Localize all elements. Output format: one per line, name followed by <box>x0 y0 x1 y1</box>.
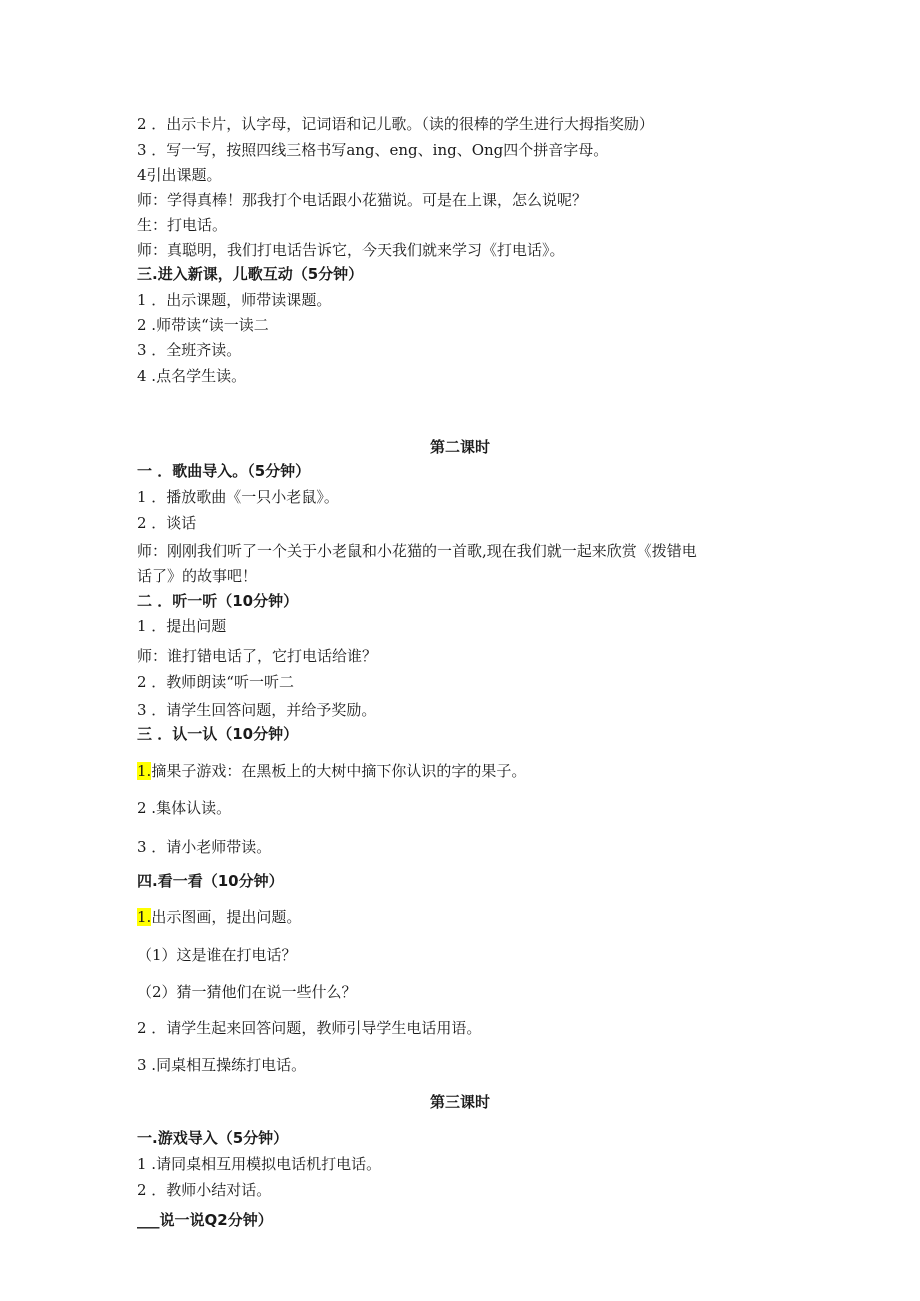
text-line: （2）猜一猜他们在说一些什么？ <box>137 983 357 1001</box>
section-heading: 三 ．认一认（10分钟） <box>137 725 299 743</box>
text-line: 生：打电话。 <box>137 216 228 234</box>
text-fragment: 摘果子游戏：在黑板上的大树中摘下你认识的字的果子。 <box>151 762 527 780</box>
section-heading: 三.进入新课，儿歌互动（5分钟） <box>137 265 364 283</box>
text-line: 2 .集体认读。 <box>137 799 232 817</box>
text-line: 师：谁打错电话了，它打电话给谁？ <box>137 647 378 665</box>
text-line: 3 ．全班齐读。 <box>137 341 242 359</box>
lesson-title: 第三课时 <box>429 1093 490 1111</box>
lesson-title: 第二课时 <box>429 438 490 456</box>
text-line: 1 ．提出问题 <box>137 617 227 635</box>
text-line: 4 .点名学生读。 <box>137 367 247 385</box>
text-line: 2 ．教师朗读“听一听二 <box>137 673 294 691</box>
section-heading: 四.看一看（10分钟） <box>137 872 284 890</box>
text-line: 2 ．教师小结对话。 <box>137 1181 272 1199</box>
text-line: 师：刚刚我们听了一个关于小老鼠和小花猫的一首歌,现在我们就一起来欣赏《拨错电 <box>137 542 697 560</box>
section-heading: 一.游戏导入（5分钟） <box>137 1129 289 1147</box>
text-line: 1 ．播放歌曲《一只小老鼠》。 <box>137 488 339 506</box>
section-heading: 二 ．听一听（10分钟） <box>137 592 299 610</box>
text-line: 1 ．出示课题，师带读课题。 <box>137 291 332 309</box>
text-line: 1 .请同桌相互用模拟电话机打电话。 <box>137 1155 382 1173</box>
section-heading: ___说一说Q2分钟） <box>137 1211 273 1229</box>
text-line: （1）这是谁在打电话？ <box>137 946 297 964</box>
highlight-marker: 1. <box>137 762 152 780</box>
text-line: 师：学得真棒！那我打个电话跟小花猫说。可是在上课，怎么说呢？ <box>137 191 588 209</box>
text-line: 3 ．写一写，按照四线三格书写ang、eng、ing、Ong四个拼音字母。 <box>137 141 609 159</box>
text-line: 师：真聪明，我们打电话告诉它，今天我们就来学习《打电话》。 <box>137 241 565 259</box>
text-line: 3 ．请小老师带读。 <box>137 838 272 856</box>
text-fragment: 出示图画，提出问题。 <box>151 908 302 926</box>
text-line: 2 .师带读“读一读二 <box>137 316 269 334</box>
text-line: 4引出课题。 <box>137 166 222 184</box>
text-line: 话了》的故事吧！ <box>137 567 258 585</box>
text-line: 3 .同桌相互操练打电话。 <box>137 1056 307 1074</box>
text-line: 2 ．谈话 <box>137 514 197 532</box>
text-line: 3 ．请学生回答问题，并给予奖励。 <box>137 701 377 719</box>
text-line <box>137 762 526 780</box>
text-line <box>137 908 301 926</box>
highlight-marker: 1. <box>137 908 152 926</box>
text-line: 2 ．请学生起来回答问题，教师引导学生电话用语。 <box>137 1019 482 1037</box>
text-line: 2 ．出示卡片，认字母，记词语和记儿歌。（读的很棒的学生进行大拇指奖励） <box>137 115 654 133</box>
section-heading: 一 ．歌曲导入。（5分钟） <box>137 462 311 480</box>
